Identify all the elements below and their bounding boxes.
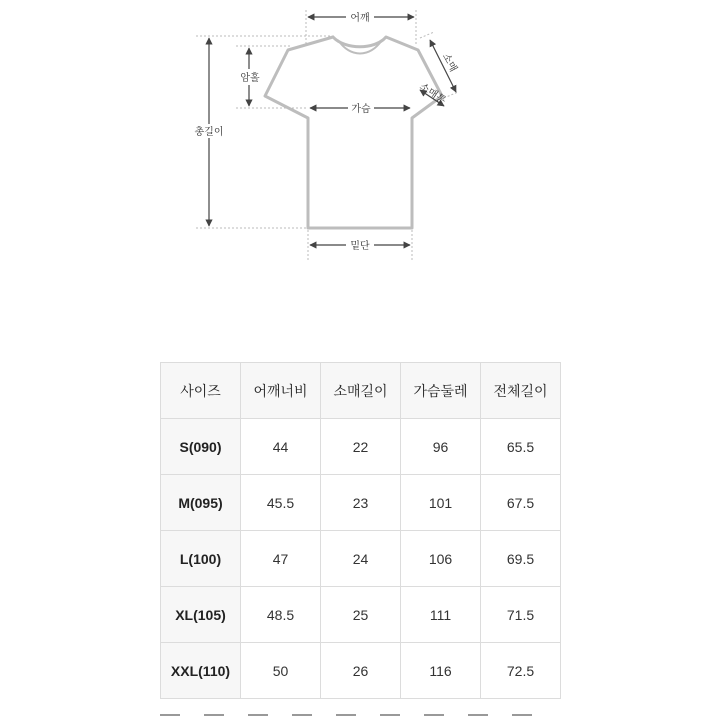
label-hem: 밑단 — [350, 241, 370, 252]
size-table-header-row — [161, 363, 561, 419]
value-cell: 24 — [321, 531, 401, 587]
value-cell: 69.5 — [481, 531, 561, 587]
size-cell: M(095) — [161, 475, 241, 531]
value-cell: 50 — [241, 643, 321, 699]
value-cell: 72.5 — [481, 643, 561, 699]
size-cell: S(090) — [161, 419, 241, 475]
size-cell: XL(105) — [161, 587, 241, 643]
tshirt-measurement-diagram — [0, 0, 719, 280]
label-sleeve-width: 소매통 — [417, 81, 448, 107]
header-chest: 가슴둘레 — [401, 363, 481, 419]
value-cell: 44 — [241, 419, 321, 475]
value-cell: 96 — [401, 419, 481, 475]
label-armhole: 암홀 — [240, 73, 260, 84]
header-sleeve-length: 소매길이 — [321, 363, 401, 419]
value-cell: 45.5 — [241, 475, 321, 531]
size-cell: XXL(110) — [161, 643, 241, 699]
value-cell: 106 — [401, 531, 481, 587]
value-cell: 48.5 — [241, 587, 321, 643]
value-cell: 26 — [321, 643, 401, 699]
value-cell: 111 — [401, 587, 481, 643]
table-row — [161, 643, 561, 699]
value-cell: 22 — [321, 419, 401, 475]
label-shoulder: 어깨 — [350, 13, 370, 24]
value-cell: 25 — [321, 587, 401, 643]
header-total-length: 전체길이 — [481, 363, 561, 419]
header-shoulder-width: 어깨너비 — [241, 363, 321, 419]
header-size: 사이즈 — [161, 363, 241, 419]
table-row — [161, 475, 561, 531]
value-cell: 47 — [241, 531, 321, 587]
table-row — [161, 531, 561, 587]
value-cell: 101 — [401, 475, 481, 531]
table-row — [161, 419, 561, 475]
value-cell: 67.5 — [481, 475, 561, 531]
size-table — [160, 362, 561, 699]
value-cell: 116 — [401, 643, 481, 699]
size-cell: L(100) — [161, 531, 241, 587]
value-cell: 71.5 — [481, 587, 561, 643]
label-sleeve: 소매 — [439, 51, 459, 74]
table-row — [161, 587, 561, 643]
label-total-length: 총길이 — [194, 127, 224, 138]
value-cell: 65.5 — [481, 419, 561, 475]
tshirt-outline-icon — [265, 37, 442, 228]
value-cell: 23 — [321, 475, 401, 531]
cropped-content-edge — [160, 714, 563, 719]
label-chest: 가슴 — [351, 104, 371, 115]
